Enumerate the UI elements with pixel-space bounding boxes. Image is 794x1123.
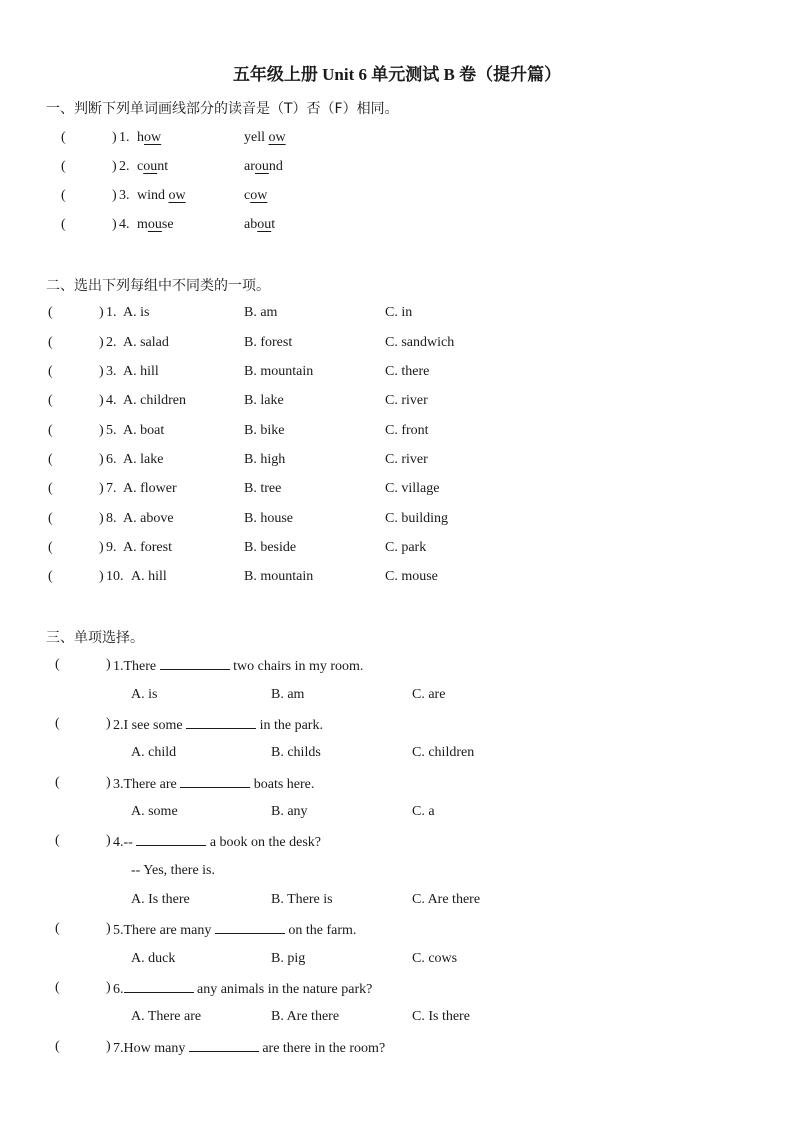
answer-blank bbox=[180, 775, 250, 788]
answer-bracket-close: ) bbox=[99, 364, 104, 379]
answer-bracket-open: ( bbox=[55, 980, 60, 995]
answer-bracket-close: ) bbox=[106, 775, 111, 790]
option-c: C. front bbox=[385, 423, 429, 438]
question-stem: 6. any animals in the nature park? bbox=[113, 982, 373, 997]
answer-bracket-close: ) bbox=[106, 833, 111, 848]
word-1: mouse bbox=[137, 217, 174, 232]
option-a: A. above bbox=[123, 511, 174, 526]
item-number: 3. bbox=[106, 364, 117, 379]
word-2: yell ow bbox=[244, 130, 286, 145]
word-2: about bbox=[244, 217, 276, 232]
option-a: A. is bbox=[123, 305, 150, 320]
option-a: A. There are bbox=[131, 1009, 202, 1024]
option-a: A. Is there bbox=[131, 892, 190, 907]
answer-bracket-close: ) bbox=[99, 481, 104, 496]
answer-bracket-close: ) bbox=[99, 393, 104, 408]
option-b: B. am bbox=[244, 305, 278, 320]
answer-bracket-open: ( bbox=[48, 423, 53, 438]
option-b: B. tree bbox=[244, 481, 282, 496]
option-b: B. high bbox=[244, 452, 286, 467]
option-b: B. pig bbox=[271, 951, 306, 966]
option-a: A. hill bbox=[131, 569, 167, 584]
option-b: B. bike bbox=[244, 423, 285, 438]
answer-bracket-close: ) bbox=[99, 423, 104, 438]
answer-blank bbox=[124, 980, 194, 993]
option-c: C. in bbox=[385, 305, 413, 320]
item-number: 4. bbox=[106, 393, 117, 408]
question-stem: 1.There two chairs in my room. bbox=[113, 659, 364, 674]
option-a: A. child bbox=[131, 745, 177, 760]
option-c: C. Is there bbox=[412, 1009, 470, 1024]
item-number: 8. bbox=[106, 511, 117, 526]
answer-bracket-close: ) bbox=[106, 921, 111, 936]
answer-bracket-open: ( bbox=[61, 188, 66, 203]
item-number: 1. bbox=[106, 305, 117, 320]
option-a: A. lake bbox=[123, 452, 164, 467]
item-number: 6. bbox=[106, 452, 117, 467]
word-1: how bbox=[137, 130, 162, 145]
answer-bracket-open: ( bbox=[48, 511, 53, 526]
answer-bracket-close: ) bbox=[112, 188, 117, 203]
answer-bracket-close: ) bbox=[99, 540, 104, 555]
option-a: A. salad bbox=[123, 335, 169, 350]
answer-bracket-open: ( bbox=[55, 1039, 60, 1054]
option-a: A. boat bbox=[123, 423, 165, 438]
item-number: 3. bbox=[119, 188, 130, 203]
answer-bracket-open: ( bbox=[48, 393, 53, 408]
section-3-heading: 三、单项选择。 bbox=[46, 630, 144, 646]
option-c: C. cows bbox=[412, 951, 458, 966]
option-b: B. childs bbox=[271, 745, 321, 760]
answer-bracket-close: ) bbox=[99, 335, 104, 350]
answer-bracket-open: ( bbox=[48, 364, 53, 379]
answer-bracket-open: ( bbox=[61, 130, 66, 145]
option-c: C. river bbox=[385, 393, 428, 408]
option-c: C. a bbox=[412, 804, 435, 819]
option-b: B. any bbox=[271, 804, 308, 819]
page-title: 五年级上册 Unit 6 单元测试 B 卷（提升篇） bbox=[232, 65, 562, 84]
answer-bracket-close: ) bbox=[106, 716, 111, 731]
question-stem: 7.How many are there in the room? bbox=[113, 1041, 386, 1056]
option-a: A. duck bbox=[131, 951, 176, 966]
answer-bracket-close: ) bbox=[106, 1039, 111, 1054]
question-stem: 5.There are many on the farm. bbox=[113, 923, 357, 938]
option-b: B. house bbox=[244, 511, 293, 526]
item-number: 4. bbox=[119, 217, 130, 232]
option-a: A. flower bbox=[123, 481, 177, 496]
answer-bracket-close: ) bbox=[106, 657, 111, 672]
answer-bracket-open: ( bbox=[55, 716, 60, 731]
answer-bracket-open: ( bbox=[55, 921, 60, 936]
item-number: 2. bbox=[119, 159, 130, 174]
word-1: wind ow bbox=[137, 188, 186, 203]
item-number: 9. bbox=[106, 540, 117, 555]
question-stem: 4.-- a book on the desk? bbox=[113, 835, 322, 850]
answer-blank bbox=[215, 921, 285, 934]
answer-blank bbox=[136, 833, 206, 846]
answer-bracket-open: ( bbox=[48, 569, 53, 584]
answer-blank bbox=[160, 657, 230, 670]
option-a: A. children bbox=[123, 393, 186, 408]
answer-bracket-close: ) bbox=[112, 217, 117, 232]
option-c: C. mouse bbox=[385, 569, 438, 584]
answer-bracket-open: ( bbox=[48, 305, 53, 320]
answer-bracket-close: ) bbox=[99, 511, 104, 526]
section-1-heading: 一、判断下列单词画线部分的读音是（T）否（F）相同。 bbox=[46, 101, 399, 117]
option-a: A. some bbox=[131, 804, 178, 819]
word-2: around bbox=[244, 159, 283, 174]
answer-bracket-open: ( bbox=[48, 540, 53, 555]
answer-bracket-close: ) bbox=[99, 569, 104, 584]
answer-bracket-close: ) bbox=[99, 452, 104, 467]
answer-bracket-close: ) bbox=[106, 980, 111, 995]
question-stem: 2.I see some in the park. bbox=[113, 718, 323, 733]
option-c: C. river bbox=[385, 452, 428, 467]
answer-bracket-open: ( bbox=[48, 452, 53, 467]
item-number: 5. bbox=[106, 423, 117, 438]
item-number: 2. bbox=[106, 335, 117, 350]
answer-bracket-open: ( bbox=[48, 481, 53, 496]
item-number: 7. bbox=[106, 481, 117, 496]
option-c: C. sandwich bbox=[385, 335, 455, 350]
answer-blank bbox=[186, 716, 256, 729]
option-b: B. beside bbox=[244, 540, 297, 555]
option-c: C. park bbox=[385, 540, 427, 555]
answer-blank bbox=[189, 1039, 259, 1052]
option-c: C. village bbox=[385, 481, 440, 496]
option-b: B. forest bbox=[244, 335, 293, 350]
answer-bracket-open: ( bbox=[55, 657, 60, 672]
option-b: B. mountain bbox=[244, 364, 314, 379]
item-number: 1. bbox=[119, 130, 130, 145]
answer-bracket-open: ( bbox=[61, 217, 66, 232]
option-a: A. is bbox=[131, 687, 158, 702]
option-c: C. there bbox=[385, 364, 430, 379]
option-b: B. mountain bbox=[244, 569, 314, 584]
answer-bracket-open: ( bbox=[61, 159, 66, 174]
answer-bracket-open: ( bbox=[55, 833, 60, 848]
answer-bracket-open: ( bbox=[48, 335, 53, 350]
answer-bracket-open: ( bbox=[55, 775, 60, 790]
option-a: A. forest bbox=[123, 540, 172, 555]
option-c: C. children bbox=[412, 745, 475, 760]
answer-bracket-close: ) bbox=[112, 159, 117, 174]
answer-bracket-close: ) bbox=[112, 130, 117, 145]
question-stem: 3.There are boats here. bbox=[113, 777, 315, 792]
answer-line: -- Yes, there is. bbox=[131, 863, 215, 878]
word-1: count bbox=[137, 159, 169, 174]
option-b: B. There is bbox=[271, 892, 333, 907]
option-c: C. building bbox=[385, 511, 449, 526]
word-2: cow bbox=[244, 188, 268, 203]
section-2-heading: 二、选出下列每组中不同类的一项。 bbox=[46, 278, 270, 294]
option-c: C. Are there bbox=[412, 892, 481, 907]
option-b: B. lake bbox=[244, 393, 284, 408]
answer-bracket-close: ) bbox=[99, 305, 104, 320]
option-b: B. Are there bbox=[271, 1009, 340, 1024]
option-c: C. are bbox=[412, 687, 446, 702]
item-number: 10. bbox=[106, 569, 124, 584]
option-a: A. hill bbox=[123, 364, 159, 379]
option-b: B. am bbox=[271, 687, 305, 702]
